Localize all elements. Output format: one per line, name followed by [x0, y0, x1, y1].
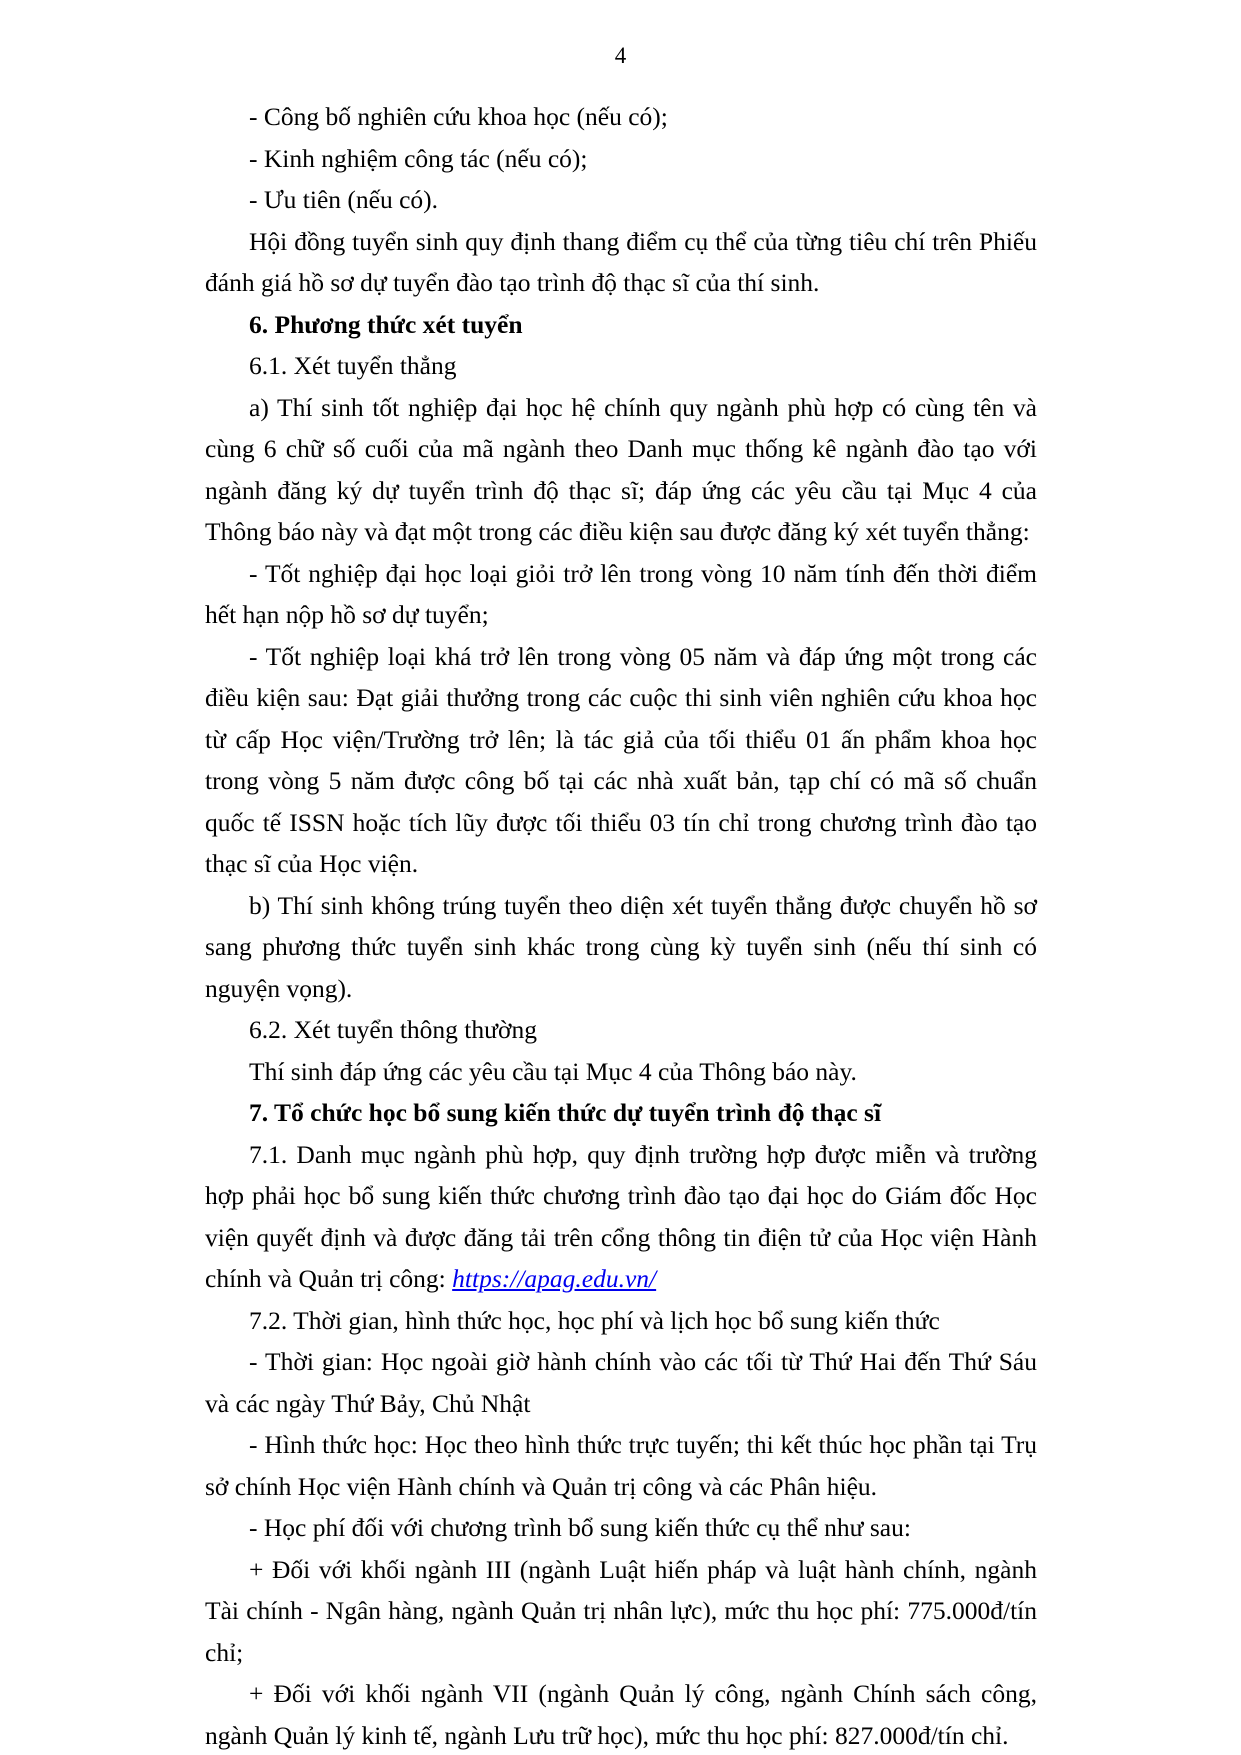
paragraph-7-2-tuition-intro: - Học phí đối với chương trình bổ sung kiến thức cụ thể như sau: — [249, 1513, 911, 1542]
document-body — [205, 96, 1037, 1755]
paragraph-6-1-b: b) Thí sinh không trúng tuyển theo diện xét tuyển thẳng được chuyển hồ sơ sang phương thức tuyển sinh khác trong cùng kỳ tuyển sinh (nếu thí sinh có nguyện vọng). — [205, 890, 1037, 1003]
heading-section-6-2: 6.2. Xét tuyển thông thường — [249, 1015, 537, 1044]
paragraph-6-2-requirements: Thí sinh đáp ứng các yêu cầu tại Mục 4 của Thông báo này. — [249, 1056, 857, 1086]
paragraph-publication: - Công bố nghiên cứu khoa học (nếu có); — [249, 102, 668, 131]
paragraph-council-scoring: Hội đồng tuyển sinh quy định thang điểm cụ thể của từng tiêu chí trên Phiếu đánh giá hồ sơ dự tuyển đào tạo trình độ thạc sĩ của thí sinh. — [205, 226, 1037, 297]
paragraph-priority: - Ưu tiên (nếu có). — [249, 185, 439, 214]
paragraph-experience: - Kinh nghiệm công tác (nếu có); — [249, 143, 588, 173]
paragraph-7-1 — [205, 1134, 1037, 1300]
heading-section-6-1: 6.1. Xét tuyển thẳng — [249, 351, 457, 380]
paragraph-6-1-a: a) Thí sinh tốt nghiệp đại học hệ chính quy ngành phù hợp có cùng tên và cùng 6 chữ số cuối của mã ngành theo Danh mục thống kê ngành đào tạo với ngành đăng ký dự tuyển trình độ thạc sĩ; đáp ứng các yêu cầu tại Mục 4 của Thông báo này và đạt một trong các điều kiện sau được đăng ký xét tuyển thẳng: — [205, 392, 1037, 546]
paragraph-7-1-text: 7.1. Danh mục ngành phù hợp, quy định trường hợp được miễn và trường hợp phải học bổ sung kiến thức chương trình đào tạo đại học do Giám đốc Học viện quyết định và được đăng tải trên cổng thông tin điện tử của Học viện Hành chính và Quản trị công: — [205, 1139, 1037, 1293]
paragraph-6-1-excellent-grade: - Tốt nghiệp đại học loại giỏi trở lên trong vòng 10 năm tính đến thời điểm hết hạn nộp hồ sơ dự tuyển; — [205, 558, 1037, 629]
heading-section-6: 6. Phương thức xét tuyển — [249, 309, 523, 339]
paragraph-7-2-format: - Hình thức học: Học theo hình thức trực tuyến; thi kết thúc học phần tại Trụ sở chính Học viện Hành chính và Quản trị công và các Phân hiệu. — [205, 1430, 1037, 1501]
paragraph-7-2-tuition-group-7: + Đối với khối ngành VII (ngành Quản lý công, ngành Chính sách công, ngành Quản lý kinh tế, ngành Lưu trữ học), mức thu học phí: 827.000đ/tín chỉ. — [205, 1679, 1037, 1750]
portal-link[interactable]: https://apag.edu.vn/ — [452, 1264, 657, 1293]
paragraph-6-1-good-grade: - Tốt nghiệp loại khá trở lên trong vòng 05 năm và đáp ứng một trong các điều kiện sau: Đạt giải thưởng trong các cuộc thi sinh viên nghiên cứu khoa học từ cấp Học viện/Trường trở lên; là tác giả của tối thiểu 01 ấn phẩm khoa học trong vòng 5 năm được công bố tại các nhà xuất bản, tạp chí có mã số chuẩn quốc tế ISSN hoặc tích lũy được tối thiểu 03 tín chỉ trong chương trình đào tạo thạc sĩ của Học viện. — [205, 641, 1037, 878]
page-number: 4 — [614, 43, 627, 68]
paragraph-7-2-schedule: - Thời gian: Học ngoài giờ hành chính vào các tối từ Thứ Hai đến Thứ Sáu và các ngày Thứ Bảy, Chủ Nhật — [205, 1347, 1037, 1418]
paragraph-7-2-tuition-group-3: + Đối với khối ngành III (ngành Luật hiến pháp và luật hành chính, ngành Tài chính - Ngân hàng, ngành Quản trị nhân lực), mức thu học phí: 775.000đ/tín chỉ; — [205, 1554, 1037, 1667]
heading-section-7-2: 7.2. Thời gian, hình thức học, học phí và lịch học bổ sung kiến thức — [249, 1305, 940, 1335]
heading-section-7: 7. Tổ chức học bổ sung kiến thức dự tuyển trình độ thạc sĩ — [249, 1098, 882, 1127]
